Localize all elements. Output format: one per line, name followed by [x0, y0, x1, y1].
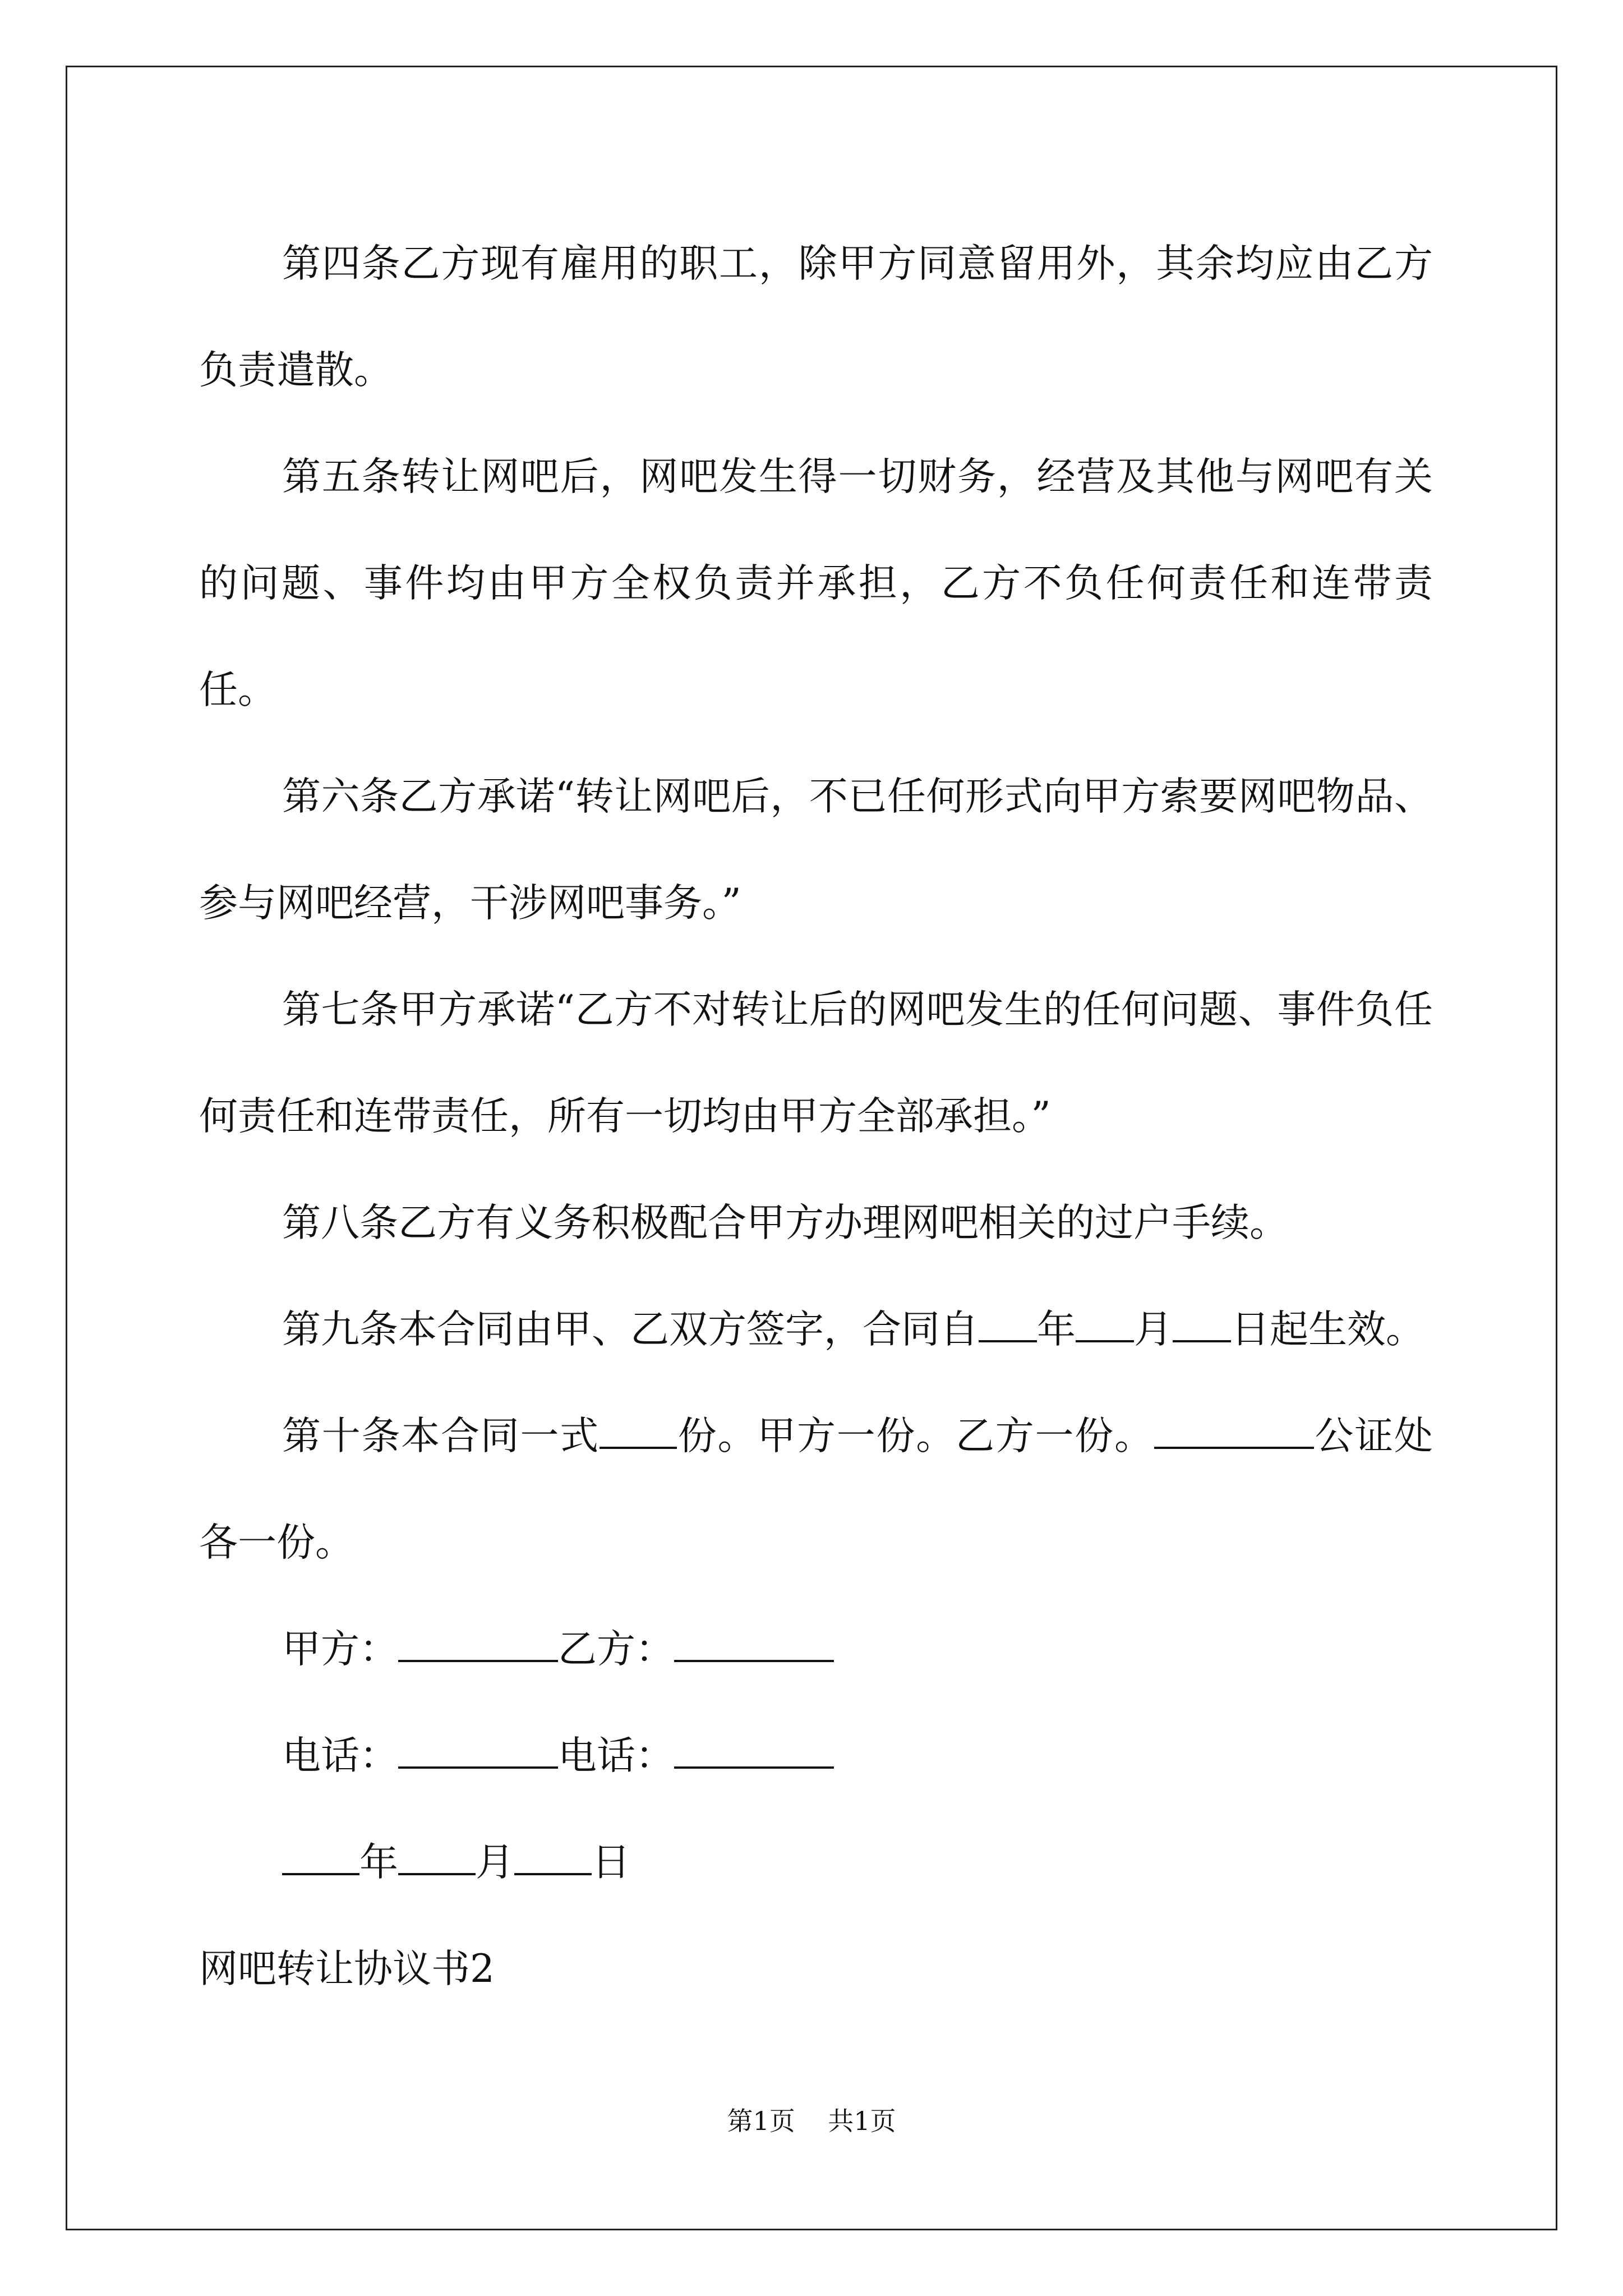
article-10-line-2: 各一份。	[199, 1520, 354, 1565]
article-5-line-1: 第五条转让网吧后，网吧发生得一切财务，经营及其他与网吧有	[282, 454, 1394, 499]
month-blank[interactable]	[1076, 1306, 1134, 1342]
next-agreement-title: 网吧转让协议书2	[199, 1947, 495, 1991]
sign-year-blank[interactable]	[282, 1839, 359, 1875]
article-6-line-2: 品、参与网吧经营，干涉网吧事务。”	[199, 774, 1433, 926]
party-b-label: 乙方：	[558, 1627, 674, 1672]
sign-day-label: 日	[592, 1840, 630, 1885]
article-7-line-1: 第七条甲方承诺“乙方不对转让后的网吧发生的任何问题、事件	[282, 987, 1355, 1032]
article-4-line-2: 方负责遣散。	[199, 241, 1433, 393]
phone-a-blank[interactable]	[398, 1733, 558, 1769]
page-footer: 第1页 共1页	[727, 2106, 896, 2136]
article-9-year: 年	[1037, 1307, 1076, 1352]
article-7-line-2: 负任何责任和连带责任，所有一切均由甲方全部承担。”	[199, 987, 1433, 1139]
article-4	[199, 210, 1433, 424]
article-9	[199, 1276, 1433, 1383]
phone-b-blank[interactable]	[674, 1733, 834, 1769]
article-6	[199, 743, 1433, 956]
article-9-text-1: 第九条本合同由甲、乙双方签字，合同自	[282, 1307, 979, 1352]
article-9-month: 月	[1134, 1307, 1173, 1352]
party-a-label: 甲方：	[282, 1627, 398, 1672]
year-blank[interactable]	[979, 1306, 1037, 1342]
article-8-text: 第八条乙方有义务积极配合甲方办理网吧相关的过户手续。	[282, 1200, 1288, 1245]
phone-a-label: 电话：	[282, 1733, 398, 1778]
notary-blank[interactable]	[1154, 1413, 1314, 1449]
article-8	[199, 1170, 1433, 1276]
article-7	[199, 956, 1433, 1170]
party-a-blank[interactable]	[398, 1626, 558, 1662]
article-5	[199, 424, 1433, 743]
article-10-text-2: 份。甲方一份。乙方一份。	[677, 1414, 1154, 1458]
article-10	[199, 1383, 1433, 1596]
article-5-line-2: 关的问题、事件均由甲方全权负责并承担，乙方不负任何责任和连带	[199, 454, 1433, 606]
date-line	[199, 1809, 1433, 1916]
article-5-line-3: 责任。	[199, 561, 1433, 712]
article-9-day: 日起生效。	[1231, 1307, 1424, 1352]
day-blank[interactable]	[1173, 1306, 1231, 1342]
article-10-text-3: 公证处	[1313, 1414, 1433, 1458]
document-body	[199, 210, 1433, 2022]
sign-month-label: 月	[476, 1840, 514, 1885]
article-6-line-1: 第六条乙方承诺“转让网吧后，不已任何形式向甲方索要网吧物	[282, 774, 1355, 819]
party-b-blank[interactable]	[674, 1626, 834, 1662]
sign-year-label: 年	[359, 1840, 398, 1885]
article-10-text-1: 第十条本合同一式	[282, 1414, 600, 1458]
phone-line	[199, 1703, 1433, 1809]
sign-month-blank[interactable]	[398, 1839, 476, 1875]
article-4-line-1: 第四条乙方现有雇用的职工，除甲方同意留用外，其余均应由乙	[282, 241, 1394, 286]
phone-b-label: 电话：	[558, 1733, 674, 1778]
party-signature-line	[199, 1596, 1433, 1703]
copies-blank[interactable]	[600, 1413, 677, 1449]
sign-day-blank[interactable]	[514, 1839, 592, 1875]
